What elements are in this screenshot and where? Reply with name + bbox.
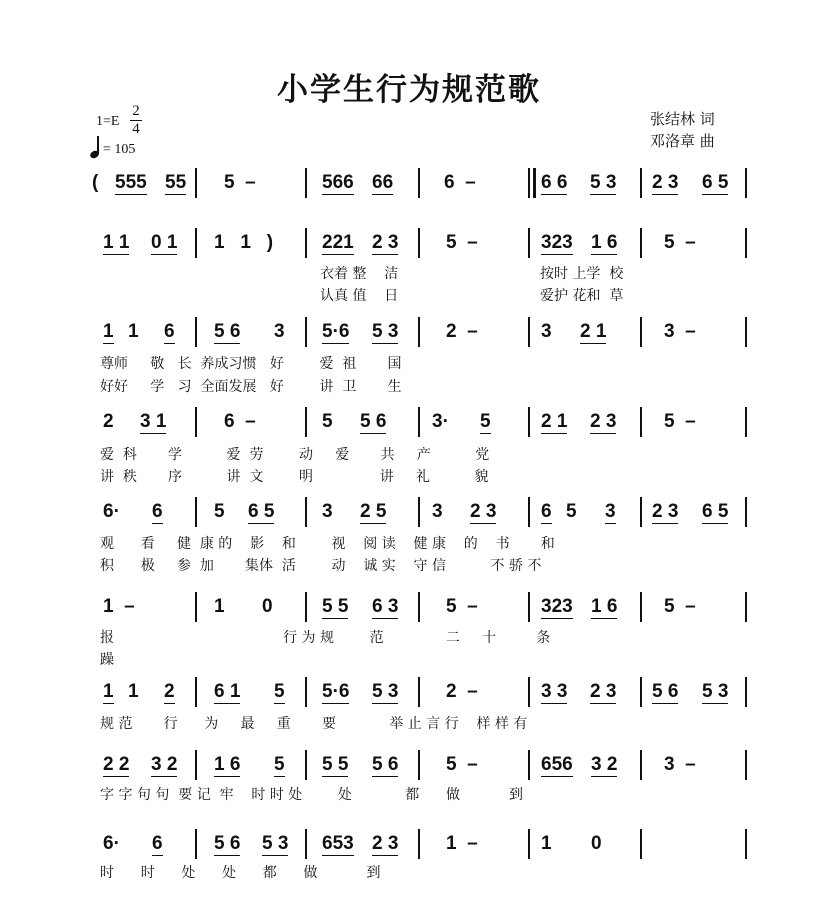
lyricist: 张结林 词	[650, 110, 715, 128]
note-group: 66	[372, 172, 394, 193]
note-group: 3	[274, 321, 285, 342]
note-group: 0 1	[151, 232, 178, 253]
note-group: 6 –	[224, 411, 256, 432]
tempo-marking	[90, 136, 135, 158]
note-group: 6 5	[248, 501, 275, 522]
composer: 邓洛章 曲	[650, 132, 715, 150]
note-group: 5 6	[360, 411, 387, 432]
note-group: 323	[541, 596, 573, 617]
bar-line	[305, 829, 307, 859]
note-group: 5 6	[652, 681, 679, 702]
note-group: 566	[322, 172, 354, 193]
note-group: (	[92, 172, 99, 193]
note-group: 6	[541, 501, 552, 522]
note-group: 5 3	[702, 681, 729, 702]
note-group: 6	[164, 321, 175, 342]
note-group: 6·	[103, 501, 120, 522]
bar-line	[195, 829, 197, 859]
bar-line	[528, 750, 530, 780]
bar-line	[640, 317, 642, 347]
note-group: 6	[152, 833, 163, 854]
note-group: 5	[214, 501, 225, 522]
note-group: 5 6	[372, 754, 399, 775]
bar-line	[305, 407, 307, 437]
note-group: 5·6	[322, 321, 350, 342]
note-group: 1	[541, 833, 552, 854]
bar-line	[745, 317, 747, 347]
note-group: 1	[103, 681, 114, 702]
bar-line	[305, 592, 307, 622]
note-group: 6 5	[702, 172, 729, 193]
note-group: 3	[605, 501, 616, 522]
lyric-line: 尊师 敬 长 养成习惯 好 爱 祖 国	[100, 356, 402, 372]
note-group: 5	[566, 501, 577, 522]
tempo-value: = 105	[103, 142, 136, 157]
time-sig-top: 2	[132, 103, 140, 119]
note-group: 0	[591, 833, 602, 854]
note-group: 5 –	[224, 172, 256, 193]
note-group: 6	[152, 501, 163, 522]
note-group: 6 3	[372, 596, 399, 617]
bar-line	[195, 407, 197, 437]
bar-line	[305, 317, 307, 347]
bar-line	[418, 407, 420, 437]
lyric-line: 躁	[100, 652, 114, 668]
note-group: 3·	[432, 411, 449, 432]
key-signature: 1=E	[96, 114, 120, 129]
note-group: 6 1	[214, 681, 241, 702]
time-sig-bottom: 4	[132, 121, 140, 137]
credits	[650, 108, 715, 152]
note-group: 2 –	[446, 321, 478, 342]
bar-line	[745, 497, 747, 527]
note-group: 5 3	[372, 321, 399, 342]
note-group: 5 6	[214, 833, 241, 854]
note-group: 55	[165, 172, 187, 193]
note-group: 2 3	[372, 232, 399, 253]
bar-line	[528, 677, 530, 707]
note-group: 5	[322, 411, 333, 432]
note-group: 1 6	[214, 754, 241, 775]
bar-line	[745, 677, 747, 707]
bar-line	[640, 750, 642, 780]
note-group: 1 –	[446, 833, 478, 854]
note-group: 2 3	[590, 681, 617, 702]
bar-line	[745, 228, 747, 258]
lyric-line: 积 极 参 加 集体 活 动 诚 实 守 信 不 骄 不	[100, 558, 542, 574]
lyric-line: 讲 秩 序 讲 文 明 讲 礼 貌	[100, 469, 489, 485]
bar-line	[528, 317, 530, 347]
note-group: 2	[164, 681, 175, 702]
note-group: 5 –	[664, 411, 696, 432]
bar-line	[418, 829, 420, 859]
note-group: 2 3	[652, 501, 679, 522]
bar-line	[528, 592, 530, 622]
bar-line	[305, 750, 307, 780]
note-group: 5 –	[446, 596, 478, 617]
bar-line	[195, 317, 197, 347]
repeat-bar-line	[528, 168, 536, 198]
bar-line	[745, 750, 747, 780]
bar-line	[528, 407, 530, 437]
bar-line	[195, 228, 197, 258]
note-group: 1	[103, 321, 114, 342]
lyric-line: 报 行 为 规 范 二 十 条	[100, 630, 551, 646]
lyric-line: 认真 值 日	[320, 288, 399, 304]
bar-line	[418, 750, 420, 780]
bar-line	[640, 497, 642, 527]
note-group: 3	[322, 501, 333, 522]
note-group: 2 –	[446, 681, 478, 702]
bar-line	[418, 677, 420, 707]
note-group: 2 3	[372, 833, 399, 854]
note-group: 5	[274, 754, 285, 775]
bar-line	[195, 168, 197, 198]
note-group: 2 1	[541, 411, 568, 432]
bar-line	[528, 228, 530, 258]
note-group: 5 –	[446, 232, 478, 253]
bar-line	[745, 829, 747, 859]
bar-line	[195, 750, 197, 780]
bar-line	[195, 677, 197, 707]
note-group: 5	[274, 681, 285, 702]
song-title: 小学生行为规范歌	[277, 72, 541, 108]
bar-line	[305, 168, 307, 198]
bar-line	[640, 228, 642, 258]
note-group: 1 –	[103, 596, 135, 617]
note-group: 5 –	[664, 232, 696, 253]
note-group: 555	[115, 172, 147, 193]
lyric-line: 字 字 句 句 要 记 牢 时 时 处 处 都 做 到	[100, 787, 523, 803]
note-group: 5 3	[372, 681, 399, 702]
bar-line	[640, 407, 642, 437]
bar-line	[640, 168, 642, 198]
note-group: 5 5	[322, 754, 349, 775]
note-group: 3 1	[140, 411, 167, 432]
note-group: 3	[541, 321, 552, 342]
note-group: 6 –	[444, 172, 476, 193]
bar-line	[640, 592, 642, 622]
lyric-line: 爱 科 学 爱 劳 动 爱 共 产 党	[100, 447, 490, 463]
note-group: 5	[480, 411, 491, 432]
note-group: 2 5	[360, 501, 387, 522]
note-group: 3 2	[591, 754, 618, 775]
lyric-line: 按时 上学 校	[540, 266, 624, 282]
bar-line	[418, 228, 420, 258]
bar-line	[195, 497, 197, 527]
note-group: 2 1	[580, 321, 607, 342]
note-group: 1 6	[591, 596, 618, 617]
note-group: 1 6	[591, 232, 618, 253]
bar-line	[418, 497, 420, 527]
lyric-line: 时 时 处 处 都 做 到	[100, 865, 381, 881]
bar-line	[745, 407, 747, 437]
bar-line	[528, 497, 530, 527]
bar-line	[305, 677, 307, 707]
note-group: 6 5	[702, 501, 729, 522]
note-group: 5 –	[446, 754, 478, 775]
note-group: 5 –	[664, 596, 696, 617]
bar-line	[745, 168, 747, 198]
note-group: 3	[432, 501, 443, 522]
note-group: 5 3	[590, 172, 617, 193]
time-signature	[130, 103, 142, 138]
note-group: 1	[214, 596, 225, 617]
note-group: 653	[322, 833, 354, 854]
note-group: 5 3	[262, 833, 289, 854]
note-group: 2	[103, 411, 114, 432]
note-group: 1	[128, 321, 139, 342]
note-group: 3 –	[664, 321, 696, 342]
bar-line	[305, 497, 307, 527]
note-group: 1 1 )	[214, 232, 274, 253]
note-group: 656	[541, 754, 573, 775]
note-group: 3 2	[151, 754, 178, 775]
bar-line	[418, 317, 420, 347]
note-group: 323	[541, 232, 573, 253]
lyric-line: 好好 学 习 全面发展 好 讲 卫 生	[100, 379, 402, 395]
bar-line	[195, 592, 197, 622]
lyric-line: 观 看 健 康 的 影 和 视 阅 读 健 康 的 书 和	[100, 536, 555, 552]
note-group: 2 3	[652, 172, 679, 193]
bar-line	[305, 228, 307, 258]
bar-line	[640, 829, 642, 859]
note-group: 2 3	[470, 501, 497, 522]
note-group: 6 6	[541, 172, 568, 193]
lyric-line: 衣着 整 洁	[320, 266, 399, 282]
note-group: 221	[322, 232, 354, 253]
note-group: 5·6	[322, 681, 350, 702]
lyric-line: 爱护 花和 草	[540, 288, 624, 304]
bar-line	[418, 592, 420, 622]
bar-line	[418, 168, 420, 198]
note-group: 1	[128, 681, 139, 702]
lyric-line: 规 范 行 为 最 重 要 举 止 言 行 样 样 有	[100, 716, 528, 732]
note-group: 0	[262, 596, 273, 617]
note-group: 2 2	[103, 754, 130, 775]
note-group: 3 3	[541, 681, 568, 702]
note-group: 5 6	[214, 321, 241, 342]
bar-line	[640, 677, 642, 707]
bar-line	[528, 829, 530, 859]
note-group: 6·	[103, 833, 120, 854]
note-group: 3 –	[664, 754, 696, 775]
bar-line	[745, 592, 747, 622]
note-group: 1 1	[103, 232, 130, 253]
note-group: 5 5	[322, 596, 349, 617]
note-group: 2 3	[590, 411, 617, 432]
quarter-note-icon	[90, 136, 100, 158]
